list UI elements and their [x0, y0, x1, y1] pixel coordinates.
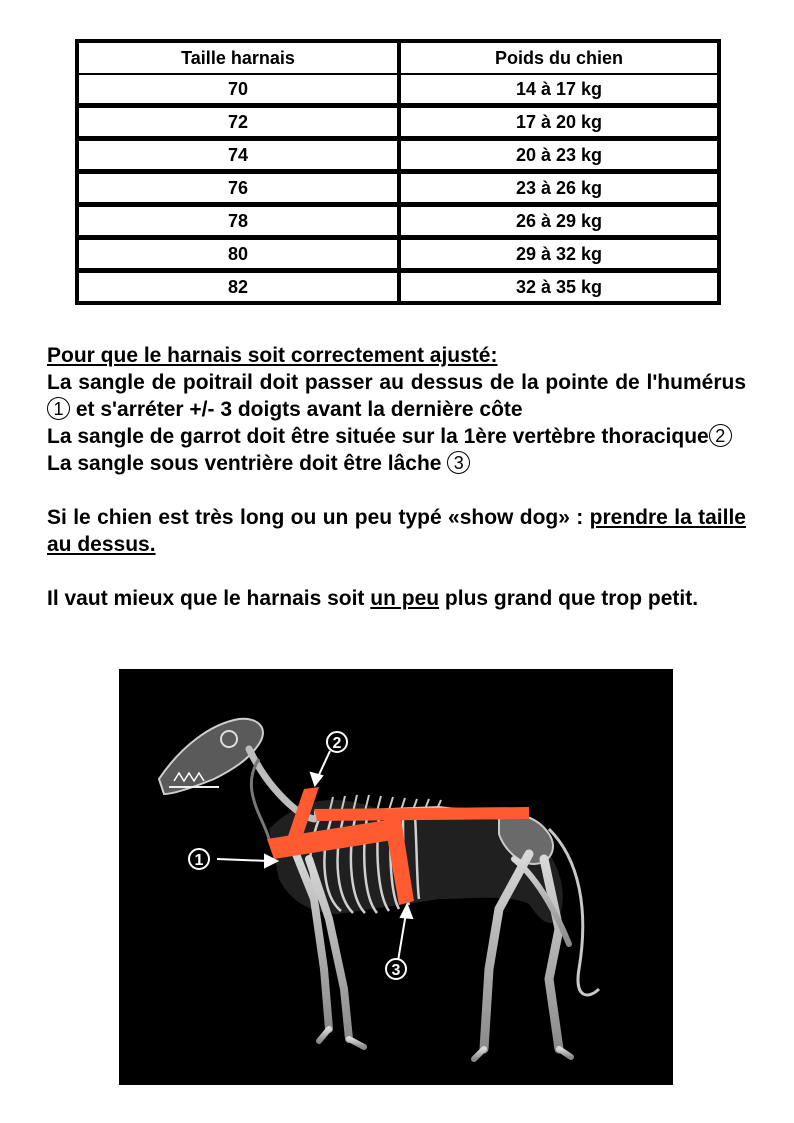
harness-size-cell: 74 [78, 140, 400, 173]
dog-weight-cell: 23 à 26 kg [400, 173, 718, 206]
harness-size-cell: 78 [78, 206, 400, 239]
dog-weight-cell: 20 à 23 kg [400, 140, 718, 173]
marker-1 [189, 849, 209, 869]
dog-weight-cell: 14 à 17 kg [400, 74, 718, 107]
harness-size-cell: 82 [78, 272, 400, 302]
dog-weight-cell: 29 à 32 kg [400, 239, 718, 272]
table-row [78, 140, 718, 173]
advice-text: Il vaut mieux que le harnais soit [47, 587, 371, 610]
size-weight-table [75, 39, 721, 305]
table-row [78, 107, 718, 140]
marker-2 [327, 732, 347, 752]
marker-1-badge: 1 [47, 397, 70, 420]
table-row [78, 173, 718, 206]
long-dog-emphasis: prendre la taille au dessus. [47, 506, 746, 556]
harness-size-cell: 80 [78, 239, 400, 272]
size-advice [47, 585, 746, 612]
advice-emphasis: un peu [370, 587, 440, 610]
withers-strap-text: La sangle de garrot doit être située sur la 1ère vertèbre thoracique [47, 425, 709, 448]
table-row [78, 239, 718, 272]
belly-strap-instruction [47, 450, 746, 477]
chest-strap-instruction [47, 369, 746, 423]
dog-weight-cell: 26 à 29 kg [400, 206, 718, 239]
harness-size-cell: 72 [78, 107, 400, 140]
belly-strap-text: La sangle sous ventrière doit être lâche [47, 452, 448, 475]
svg-text:2: 2 [332, 735, 342, 752]
column-header-size: Taille harnais [78, 42, 400, 74]
table-header-row [78, 42, 718, 74]
svg-text:3: 3 [391, 962, 401, 979]
table-row [78, 206, 718, 239]
fitting-instructions [47, 342, 746, 612]
chest-strap-text: La sangle de poitrail doit passer au dessus de la pointe de l'humérus [47, 371, 746, 394]
advice-text-end: plus grand que trop petit. [439, 587, 699, 610]
dog-weight-cell: 32 à 35 kg [400, 272, 718, 302]
table-row [78, 272, 718, 302]
chest-strap-text-end: et s'arréter +/- 3 doigts avant la dernière côte [70, 398, 523, 421]
marker-3-badge: 3 [447, 451, 470, 474]
long-dog-text: Si le chien est très long ou un peu typé «show dog» : [47, 506, 590, 529]
column-header-weight: Poids du chien [400, 42, 718, 74]
svg-text:1: 1 [194, 852, 204, 869]
marker-3 [386, 959, 406, 979]
long-dog-note [47, 504, 746, 558]
dog-skeleton-illustration [119, 669, 673, 1085]
dog-xray-figure [119, 669, 673, 1085]
back-strap [314, 807, 529, 821]
marker-2-badge: 2 [709, 424, 732, 447]
harness-size-cell: 70 [78, 74, 400, 107]
table-row [78, 74, 718, 107]
harness-size-cell: 76 [78, 173, 400, 206]
dog-weight-cell: 17 à 20 kg [400, 107, 718, 140]
withers-strap-instruction [47, 423, 746, 450]
instructions-heading: Pour que le harnais soit correctement ajusté: [47, 344, 498, 367]
